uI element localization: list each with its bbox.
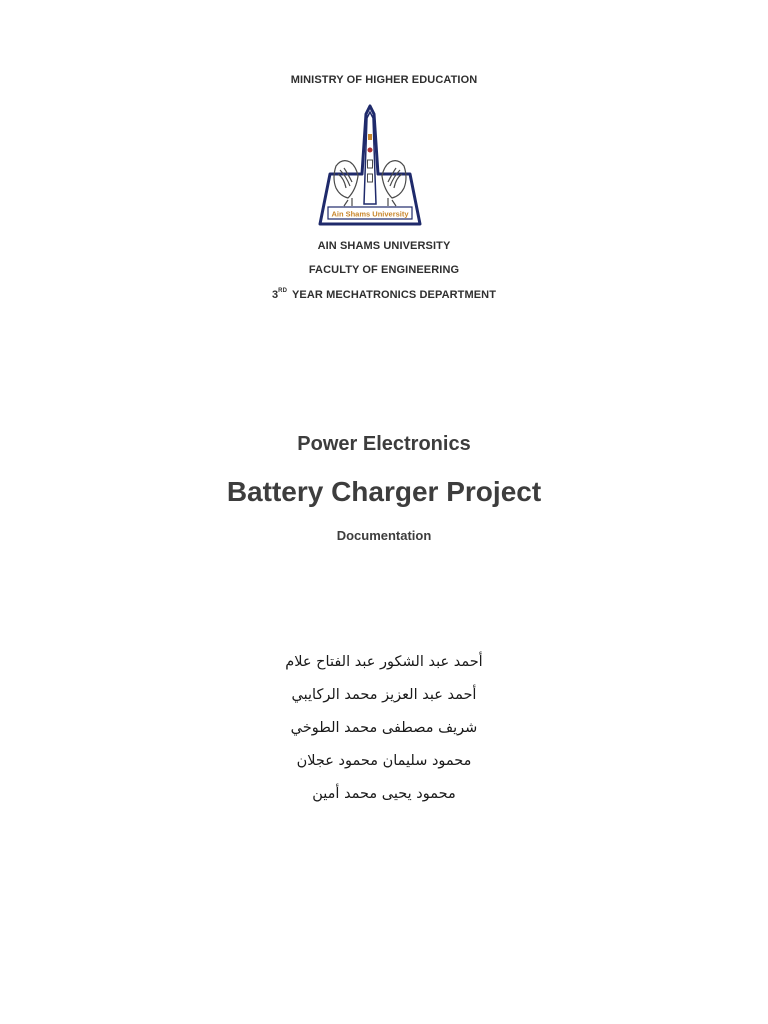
author-name: شريف مصطفى محمد الطوخي [290, 720, 478, 736]
faculty-label: FACULTY OF ENGINEERING [308, 264, 460, 276]
department-number: 3 [271, 289, 279, 301]
author-name: محمود سليمان محمود عجلان [296, 753, 472, 769]
author-name: أحمد عبد العزيز محمد الركايبي [291, 687, 477, 703]
project-title: Battery Charger Project [226, 476, 542, 507]
author-name: أحمد عبد الشكور عبد الفتاح علام [285, 654, 483, 670]
department-text: YEAR MECHATRONICS DEPARTMENT [289, 289, 497, 301]
document-type-label: Documentation [336, 528, 432, 543]
logo-text: Ain Shams University [331, 209, 409, 219]
university-logo-icon [314, 104, 426, 230]
department-suffix: RD [278, 288, 288, 294]
course-title: Power Electronics [297, 433, 471, 455]
ministry-label: MINISTRY OF HIGHER EDUCATION [290, 74, 478, 86]
author-name: محمود يحيى محمد أمين [312, 786, 456, 802]
university-label: AIN SHAMS UNIVERSITY [317, 240, 451, 252]
department-label [0, 288, 768, 301]
